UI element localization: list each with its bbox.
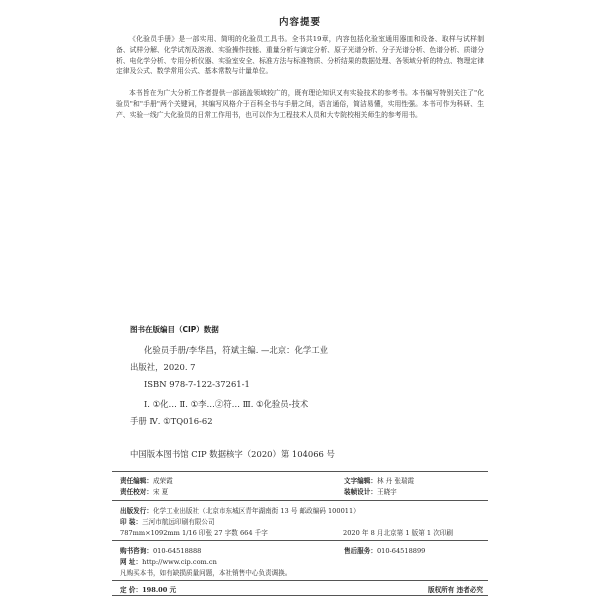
text-editor-names: 林 丹 张瑞霞: [376, 477, 415, 485]
cip-line-publisher: 出版社，2020. 7: [130, 362, 196, 372]
cover-designer: [344, 486, 397, 496]
responsible-editor-label: 责任编辑：: [120, 477, 153, 485]
printer-value: 三河市航远印刷有限公司: [142, 518, 215, 526]
book-specs: 787mm×1092mm 1/16 印张 27 字数 664 千字: [120, 529, 268, 537]
responsible-editor: [120, 475, 173, 485]
price-value: 198.00 元: [142, 586, 177, 594]
cip-line-classification-cont: 手册 Ⅳ. ①TQ016-62: [130, 416, 213, 426]
price-info: [120, 584, 176, 594]
summary-paragraph-1: 《化验员手册》是一部实用、简明的化验员工具书。全书共19章，内容包括化验室通用器皿和设备、取样与试样制备、试样分解、化学试剂及溶液、实验操作技能、重量分析与滴定分析、原子光谱分析、分子光谱分析、色谱分析、质谱分析、电化学分析、专用分析仪器、实验室安全、标准方法与标准物质、分析结果的数据处理、各领域分析的特点、物理定律定律及公式、数学常用公式、基本常数与计量单位。: [116, 35, 484, 76]
publisher-info: [120, 505, 360, 515]
divider-line: [112, 580, 488, 581]
proofreader-label: 责任校对：: [120, 488, 153, 496]
service-phone: 010-64518899: [376, 547, 426, 555]
cip-heading: 图书在版编目（CIP）数据: [130, 325, 219, 334]
publisher-value: 化学工业出版社（北京市东城区青年湖南街 13 号 邮政编码 100011）: [152, 507, 360, 515]
designer-label: 装帧设计：: [344, 488, 377, 496]
defect-exchange-notice: 凡购买本书，如有缺损质量问题，本社销售中心负责调换。: [120, 569, 292, 577]
cip-record: [130, 342, 430, 430]
purchase-phone: 010-64518888: [152, 547, 202, 555]
text-editor-label: 文字编辑：: [344, 477, 377, 485]
summary-paragraph-2: 本书旨在为广大分析工作者提供一部涵盖领域较广的，既有理论知识又有实验技术的参考书。本书编写特别关注了"化验员"和"手册"两个关键词，其编写风格介于百科全书与手册之间，语言通俗，简洁易懂，实用性强。本书可作为科研、生产、实验一线广大化验员的日常工作用书，也可以作为工程技术人员和大专院校相关师生的参考用书。: [116, 89, 484, 119]
purchase-inquiry: [120, 545, 201, 555]
cip-line-isbn: ISBN 978-7-122-37261-1: [144, 379, 250, 389]
divider-line: [112, 595, 488, 596]
text-editor: [344, 475, 414, 485]
publisher-label: 出版发行：: [120, 507, 153, 515]
printer-info: [120, 516, 215, 526]
divider-line: [112, 540, 488, 541]
website-url: http://www.cip.com.cn: [142, 558, 217, 566]
designer-name: 王晓宇: [376, 488, 397, 496]
website-info: [120, 556, 217, 566]
printer-label: 印 装：: [120, 518, 143, 526]
responsible-proofreader: [120, 486, 168, 496]
after-sales-service: [344, 545, 425, 555]
content-summary-title: 内容提要: [278, 17, 321, 28]
cip-line-classification: Ⅰ. ①化… Ⅱ. ①李…②符… Ⅲ. ①化验员-技术: [144, 399, 309, 409]
service-label: 售后服务：: [344, 547, 377, 555]
divider-line: [112, 471, 488, 472]
cip-line-title: 化验员手册/李华昌，符斌主编. —北京：化学工业: [144, 345, 329, 355]
website-label: 网 址：: [120, 558, 143, 566]
purchase-label: 购书咨询：: [120, 547, 153, 555]
price-label: 定 价：: [120, 586, 143, 594]
edition-info: 2020 年 8 月北京第 1 版第 1 次印刷: [343, 529, 453, 537]
proofreader-name: 宋 夏: [152, 488, 169, 496]
cip-verification-note: 中国版本图书馆 CIP 数据核字（2020）第 104066 号: [130, 449, 335, 459]
divider-line: [112, 500, 488, 501]
copyright-notice: 版权所有 违者必究: [428, 586, 484, 594]
responsible-editor-name: 成荣霞: [152, 477, 173, 485]
